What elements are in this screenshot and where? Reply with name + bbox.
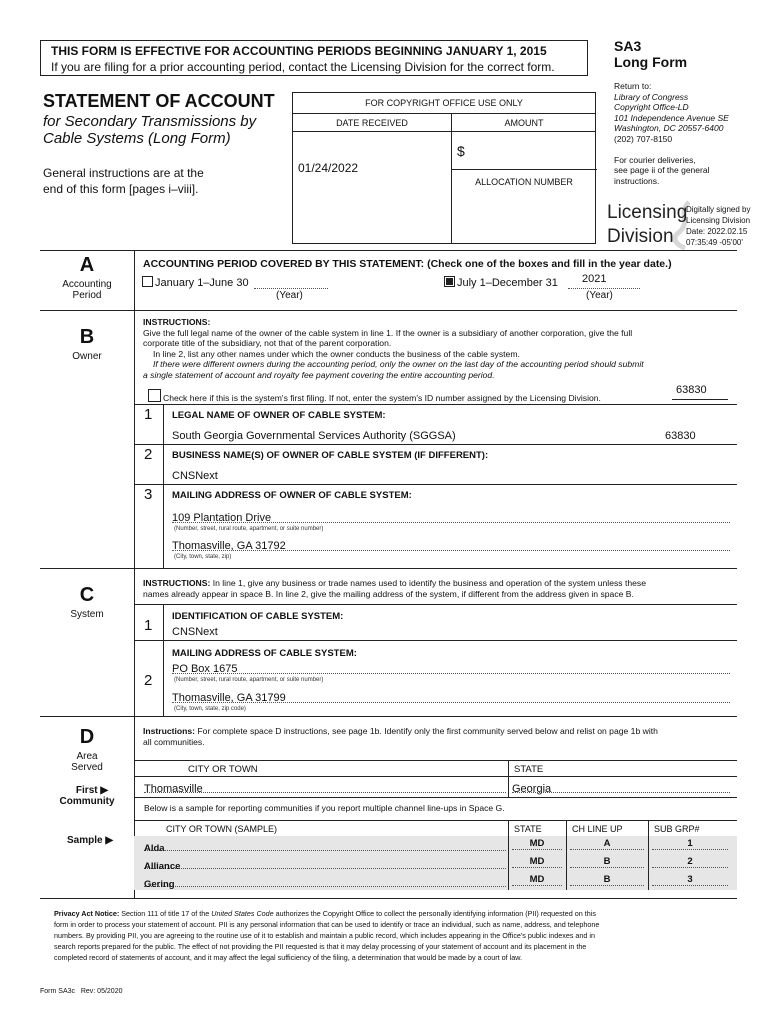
form-revision: Form SA3c Rev: 05/2020 [40, 988, 123, 995]
section-a-name-1: Accounting [62, 279, 112, 290]
section-d-instr-1: For complete space D instructions, see page 1b. Identify only the first community served below and relist on page 1b with [195, 726, 658, 736]
office-use-box [292, 92, 596, 244]
system-name-field[interactable]: CNSNext [172, 626, 218, 638]
signature-line-4: 07:35:49 -05'00' [686, 238, 743, 247]
period-jul-dec-label: July 1–December 31 [457, 277, 558, 289]
c-line-2-label: MAILING ADDRESS OF CABLE SYSTEM: [172, 648, 357, 659]
c-line-1-number: 1 [144, 617, 153, 634]
general-instructions-2: end of this form [pages i–viii]. [43, 182, 199, 196]
owner-city-field[interactable] [172, 536, 730, 551]
community-city-field[interactable] [144, 779, 506, 793]
table-row [144, 838, 506, 854]
first-filing-label: Check here if this is the system's first filing. If not, enter the system's ID number assigned by the Licensing Division. [163, 393, 601, 403]
privacy-line-3: numbers. By providing PII, you are agreeing to the routine use of it to establish and maintain a public record, which includes appearing in the Office's public indexes and in [54, 931, 596, 940]
system-city-field[interactable] [172, 688, 730, 703]
section-c-instr-1: In line 1, give any business or trade names used to identify the business and operation of the system unless these [210, 578, 647, 588]
section-a-name-2: Period [72, 290, 102, 301]
section-d-instr-2: all communities. [143, 737, 205, 747]
sample-lineup-2: B [570, 856, 644, 868]
form-type: Long Form [614, 54, 688, 70]
return-line-4: Washington, DC 20557-6400 [614, 123, 724, 134]
section-b-instr-5: a single statement of account and royalty fee payment covering the entire accounting period. [143, 369, 495, 380]
sample-lineup-3: B [570, 874, 644, 886]
return-to-label: Return to: [614, 81, 652, 91]
sample-header-city: CITY OR TOWN (SAMPLE) [166, 824, 278, 834]
section-d-tab [40, 726, 134, 846]
b-line-2-number: 2 [144, 446, 153, 463]
courier-line-2: see page ii of the general [614, 165, 710, 176]
system-street-hint: (Number, street, rural route, apartment, or suite number) [174, 677, 324, 683]
section-d-name-2: Served [71, 762, 103, 773]
return-line-2: Copyright Office-LD [614, 102, 689, 113]
digital-signature[interactable] [607, 200, 767, 252]
owner-street-hint: (Number, street, rural route, apartment, or suite number) [174, 526, 324, 532]
sample-state-2: MD [512, 856, 562, 868]
section-c-instructions-label: INSTRUCTIONS: [143, 578, 211, 588]
privacy-line-2: form in order to process your statement of account. PII is any personal information that can be used to identify or trace an individual, such as name, address, and telephone [54, 920, 600, 929]
system-city-hint: (City, town, state, zip code) [174, 706, 246, 712]
privacy-text-2: authorizes the Copyright Office to collect the personally identifying information (PII) requested on this [273, 909, 596, 918]
section-a-heading: ACCOUNTING PERIOD COVERED BY THIS STATEMENT: (Check one of the boxes and fill in the year date.) [143, 258, 672, 270]
section-d-instructions-label: Instructions: [143, 726, 196, 736]
sample-city-3: Gering [144, 879, 175, 890]
return-phone: (202) 707-8150 [614, 133, 673, 144]
sample-city-2: Alliance [144, 861, 181, 872]
general-instructions-1: General instructions are at the [43, 166, 204, 180]
b-line-3-label: MAILING ADDRESS OF OWNER OF CABLE SYSTEM: [172, 490, 412, 501]
section-d-name-1: Area [76, 751, 98, 762]
privacy-text-1: Section 111 of title 17 of the [119, 909, 212, 918]
b-line-1-number: 1 [144, 406, 153, 423]
system-street-field[interactable] [172, 659, 730, 674]
courier-line-1: For courier deliveries, [614, 154, 696, 165]
section-a-tab [40, 254, 134, 301]
section-b-instructions-label: INSTRUCTIONS: [143, 317, 211, 327]
privacy-notice [54, 908, 734, 963]
privacy-usc: United States Code [211, 909, 274, 918]
privacy-label: Privacy Act Notice: [54, 909, 120, 918]
business-name-field[interactable]: CNSNext [172, 470, 218, 482]
community-label: Community [59, 796, 115, 807]
form-subtitle-2: Cable Systems (Long Form) [43, 130, 231, 147]
community-state-value: Georgia [512, 783, 552, 795]
signature-word-2: Division [607, 226, 674, 247]
section-c-instructions [143, 578, 646, 600]
owner-city-hint: (City, town, state, zip) [174, 554, 232, 560]
period-jul-dec-checkbox[interactable] [444, 276, 455, 287]
prior-period-line: If you are filing for a prior accounting period, contact the Licensing Division for the correct form. [51, 60, 555, 74]
section-c-tab [40, 584, 134, 620]
return-line-3: 101 Independence Avenue SE [614, 112, 729, 123]
signature-word-1: Licensing [607, 202, 688, 223]
sample-sub-2: 2 [652, 856, 728, 868]
courier-line-3: instructions. [614, 175, 660, 186]
community-city-value: Thomasville [144, 783, 203, 795]
first-filing-checkbox[interactable] [148, 389, 161, 402]
section-d-letter: D [79, 726, 95, 748]
sample-header-subgrp: SUB GRP# [654, 824, 700, 834]
owner-name-field[interactable]: South Georgia Governmental Services Authority (SGGSA) [172, 430, 456, 442]
sample-sub-3: 3 [652, 874, 728, 886]
date-received-label: DATE RECEIVED [336, 118, 408, 128]
first-filing-row[interactable] [148, 389, 601, 403]
city-header: CITY OR TOWN [188, 764, 258, 775]
year-field-1[interactable] [254, 276, 328, 289]
amount-dollar: $ [457, 143, 465, 159]
year-value: 2021 [582, 273, 607, 285]
sample-table [134, 836, 737, 890]
office-use-title: FOR COPYRIGHT OFFICE USE ONLY [365, 98, 523, 108]
year-field-2[interactable] [568, 274, 640, 289]
section-a-letter: A [79, 254, 95, 276]
section-b-instr-3: In line 2, list any other names under which the owner conducts the business of the cable system. [153, 348, 520, 359]
section-b-name: Owner [72, 351, 102, 362]
system-street-value: PO Box 1675 [172, 663, 238, 675]
sample-state-3: MD [512, 874, 562, 886]
community-state-field[interactable] [512, 779, 730, 793]
c-line-2-number: 2 [144, 672, 153, 689]
table-row [144, 856, 506, 872]
signature-line-1: Digitally signed by [686, 205, 751, 214]
b-line-3-number: 3 [144, 486, 153, 503]
system-id-field[interactable] [672, 386, 728, 400]
section-b-instr-4: If there were different owners during the accounting period, only the owner on the last day of the accounting period should submit [153, 359, 644, 370]
form-subtitle-1: for Secondary Transmissions by [43, 113, 257, 130]
return-to-block [614, 81, 729, 186]
period-jan-jun-checkbox[interactable] [142, 276, 153, 287]
privacy-line-4: search reports prepared for the public. The effect of not providing the PII requested is that it may delay processing of your statement of account and its placement in the [54, 942, 587, 951]
first-community-label: First ▶ [75, 785, 109, 796]
privacy-line-5: completed record of statements of account, and it may affect the legal sufficiency of the filing, a determination that would be made by a court of law. [54, 953, 522, 962]
section-b-tab [40, 326, 134, 362]
year-label-2: (Year) [586, 290, 613, 301]
sample-sub-1: 1 [652, 838, 728, 850]
section-d-instructions [143, 726, 658, 748]
allocation-number-label: ALLOCATION NUMBER [475, 177, 573, 187]
section-b-instr-1: Give the full legal name of the owner of the cable system in line 1. If the owner is a subsidiary of another corporation, give the full [143, 327, 633, 338]
section-b-letter: B [79, 326, 95, 348]
sample-note: Below is a sample for reporting communities if you report multiple channel line-ups in Space G. [144, 803, 505, 813]
table-row [144, 874, 506, 890]
sample-lineup-1: A [570, 838, 644, 850]
system-city-value: Thomasville, GA 31799 [172, 692, 286, 704]
signature-line-3: Date: 2022.02.15 [686, 227, 748, 236]
owner-city-value: Thomasville, GA 31792 [172, 540, 286, 552]
section-b-instructions [143, 317, 644, 381]
section-b-instr-2: corporate title of the subsidiary, not that of the parent corporation. [143, 338, 392, 349]
amount-label: AMOUNT [504, 118, 544, 128]
b-line-1-label: LEGAL NAME OF OWNER OF CABLE SYSTEM: [172, 410, 386, 421]
state-header: STATE [514, 764, 544, 775]
form-code: SA3 [614, 38, 642, 54]
period-jan-jun-label: January 1–June 30 [155, 277, 249, 289]
sample-state-1: MD [512, 838, 562, 850]
owner-id-value: 63830 [665, 430, 696, 442]
sample-header-lineup: CH LINE UP [572, 824, 623, 834]
c-line-1-label: IDENTIFICATION OF CABLE SYSTEM: [172, 611, 344, 622]
period-option-jan-jun[interactable] [142, 276, 249, 289]
return-line-1: Library of Congress [614, 91, 689, 102]
b-line-2-label: BUSINESS NAME(S) OF OWNER OF CABLE SYSTEM (IF DIFFERENT): [172, 450, 489, 461]
sample-city-1: Alda [144, 843, 165, 854]
period-option-jul-dec[interactable] [444, 276, 558, 289]
form-title: STATEMENT OF ACCOUNT [43, 91, 275, 111]
effective-notice-box [40, 40, 588, 76]
owner-street-field[interactable] [172, 508, 730, 523]
effective-line: THIS FORM IS EFFECTIVE FOR ACCOUNTING PERIODS BEGINNING JANUARY 1, 2015 [51, 44, 547, 58]
system-id-value: 63830 [676, 384, 707, 396]
date-received-value[interactable]: 01/24/2022 [298, 161, 359, 175]
owner-street-value: 109 Plantation Drive [172, 512, 272, 524]
section-c-instr-2: names already appear in space B. In line 2, give the mailing address of the system, if different from the address given in space B. [143, 589, 634, 599]
signature-details [686, 204, 750, 248]
year-label-1: (Year) [276, 290, 303, 301]
section-c-name: System [70, 609, 104, 620]
signature-line-2: Licensing Division [686, 216, 751, 225]
section-c-letter: C [79, 584, 95, 606]
sample-label: Sample ▶ [66, 835, 114, 846]
sample-header-state: STATE [514, 824, 542, 834]
